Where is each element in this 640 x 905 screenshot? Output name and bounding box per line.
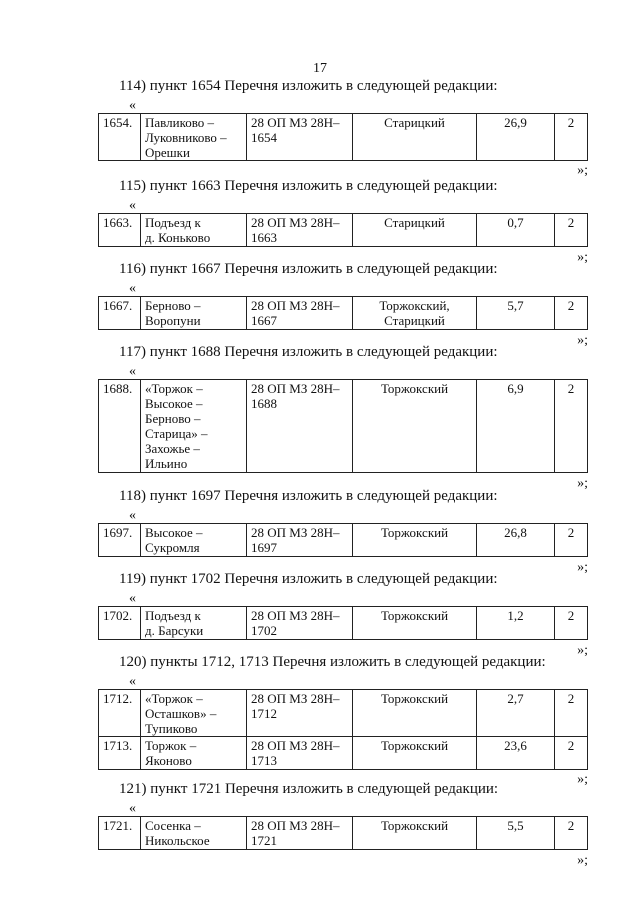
- opening-quote: «: [129, 98, 136, 113]
- closing-quote: »;: [577, 476, 588, 491]
- road-id-line: 1712: [251, 706, 277, 721]
- row-number-cell: 1712.: [99, 690, 141, 737]
- region-line: Торжокский: [380, 381, 449, 396]
- region-line: Торжокский: [380, 818, 449, 833]
- opening-quote: «: [129, 508, 136, 523]
- category-cell: 2: [555, 690, 588, 737]
- road-name-line: Старица» –: [145, 426, 208, 441]
- road-name-cell: [141, 737, 247, 770]
- road-name-line: Тупиково: [145, 721, 198, 736]
- table-row: [99, 380, 588, 473]
- length-cell: 5,7: [477, 297, 555, 330]
- road-id-line: 28 ОП МЗ 28Н–: [251, 381, 340, 396]
- region-cell: [353, 214, 477, 247]
- closing-quote: »;: [577, 250, 588, 265]
- row-number-cell: 1697.: [99, 524, 141, 557]
- road-table: [98, 213, 588, 247]
- category-cell: 2: [555, 214, 588, 247]
- row-number-cell: 1702.: [99, 607, 141, 640]
- length-cell: 5,5: [477, 817, 555, 850]
- closing-quote: »;: [577, 163, 588, 178]
- road-name-line: Высокое –: [145, 525, 203, 540]
- opening-quote: «: [129, 674, 136, 689]
- road-table: [98, 523, 588, 557]
- road-id-cell: [247, 737, 353, 770]
- road-name-line: Сосенка –: [145, 818, 201, 833]
- region-line: Старицкий: [384, 313, 445, 328]
- road-name-line: Ильино: [145, 456, 188, 471]
- road-id-line: 1654: [251, 130, 277, 145]
- region-cell: [353, 607, 477, 640]
- road-name-cell: [141, 607, 247, 640]
- road-id-cell: [247, 214, 353, 247]
- road-id-line: 1688: [251, 396, 277, 411]
- opening-quote: «: [129, 591, 136, 606]
- category-cell: 2: [555, 817, 588, 850]
- road-id-line: 28 ОП МЗ 28Н–: [251, 818, 340, 833]
- row-number-cell: 1721.: [99, 817, 141, 850]
- road-id-cell: [247, 607, 353, 640]
- road-name-line: Яконово: [145, 753, 192, 768]
- table-row: [99, 297, 588, 330]
- road-name-line: Осташков» –: [145, 706, 217, 721]
- road-table: [98, 296, 588, 330]
- road-id-line: 1663: [251, 230, 277, 245]
- category-cell: 2: [555, 607, 588, 640]
- road-id-line: 28 ОП МЗ 28Н–: [251, 115, 340, 130]
- road-name-line: д. Барсуки: [145, 623, 204, 638]
- road-id-cell: [247, 297, 353, 330]
- road-id-cell: [247, 817, 353, 850]
- road-id-cell: [247, 524, 353, 557]
- region-cell: [353, 690, 477, 737]
- amendment-heading: 120) пункты 1712, 1713 Перечня изложить в следующей редакции:: [119, 654, 546, 670]
- road-id-line: 1713: [251, 753, 277, 768]
- road-name-line: Захожье –: [145, 441, 200, 456]
- opening-quote: «: [129, 801, 136, 816]
- region-cell: [353, 114, 477, 161]
- road-name-line: Сукромля: [145, 540, 200, 555]
- road-name-line: Высокое –: [145, 396, 203, 411]
- table-row: [99, 737, 588, 770]
- road-table: [98, 379, 588, 473]
- road-name-cell: [141, 817, 247, 850]
- table-row: [99, 214, 588, 247]
- road-name-line: Воропуни: [145, 313, 201, 328]
- row-number-cell: 1654.: [99, 114, 141, 161]
- table-row: [99, 607, 588, 640]
- road-name-line: Торжок –: [145, 738, 197, 753]
- closing-quote: »;: [577, 643, 588, 658]
- road-id-line: 28 ОП МЗ 28Н–: [251, 215, 340, 230]
- road-name-line: Подъезд к: [145, 215, 201, 230]
- road-id-line: 1702: [251, 623, 277, 638]
- opening-quote: «: [129, 281, 136, 296]
- road-name-line: Берново –: [145, 298, 201, 313]
- road-table: [98, 606, 588, 640]
- amendment-heading: 117) пункт 1688 Перечня изложить в следующей редакции:: [119, 344, 498, 360]
- amendment-heading: 118) пункт 1697 Перечня изложить в следующей редакции:: [119, 488, 498, 504]
- road-id-line: 28 ОП МЗ 28Н–: [251, 608, 340, 623]
- road-name-line: Орешки: [145, 145, 190, 160]
- road-table: [98, 689, 588, 770]
- closing-quote: »;: [577, 560, 588, 575]
- road-table: [98, 113, 588, 161]
- row-number-cell: 1713.: [99, 737, 141, 770]
- table-row: [99, 817, 588, 850]
- length-cell: 26,8: [477, 524, 555, 557]
- row-number-cell: 1667.: [99, 297, 141, 330]
- closing-quote: »;: [577, 333, 588, 348]
- road-name-line: Павликово –: [145, 115, 215, 130]
- region-line: Торжокский: [380, 691, 449, 706]
- road-name-cell: [141, 114, 247, 161]
- road-name-line: «Торжок –: [145, 381, 203, 396]
- road-name-line: Луковниково –: [145, 130, 227, 145]
- opening-quote: «: [129, 364, 136, 379]
- region-line: Торжокский: [380, 608, 449, 623]
- table-row: [99, 114, 588, 161]
- amendment-heading: 121) пункт 1721 Перечня изложить в следующей редакции:: [119, 781, 499, 797]
- category-cell: 2: [555, 114, 588, 161]
- road-name-cell: [141, 690, 247, 737]
- road-name-cell: [141, 524, 247, 557]
- length-cell: 1,2: [477, 607, 555, 640]
- length-cell: 0,7: [477, 214, 555, 247]
- length-cell: 23,6: [477, 737, 555, 770]
- road-name-cell: [141, 297, 247, 330]
- region-cell: [353, 737, 477, 770]
- category-cell: 2: [555, 380, 588, 473]
- row-number-cell: 1688.: [99, 380, 141, 473]
- amendment-heading: 119) пункт 1702 Перечня изложить в следующей редакции:: [119, 571, 498, 587]
- road-name-cell: [141, 380, 247, 473]
- road-id-cell: [247, 114, 353, 161]
- length-cell: 6,9: [477, 380, 555, 473]
- road-name-cell: [141, 214, 247, 247]
- category-cell: 2: [555, 737, 588, 770]
- region-cell: [353, 524, 477, 557]
- road-id-cell: [247, 380, 353, 473]
- region-line: Торжокский,: [379, 298, 450, 313]
- road-table: [98, 816, 588, 850]
- road-name-line: Подъезд к: [145, 608, 201, 623]
- category-cell: 2: [555, 524, 588, 557]
- road-id-line: 1667: [251, 313, 277, 328]
- table-row: [99, 524, 588, 557]
- length-cell: 26,9: [477, 114, 555, 161]
- road-name-line: д. Коньково: [145, 230, 211, 245]
- category-cell: 2: [555, 297, 588, 330]
- region-cell: [353, 297, 477, 330]
- road-id-line: 1697: [251, 540, 277, 555]
- road-id-line: 1721: [251, 833, 277, 848]
- closing-quote: »;: [577, 772, 588, 787]
- region-cell: [353, 380, 477, 473]
- closing-quote: »;: [577, 853, 588, 868]
- region-line: Торжокский: [380, 738, 449, 753]
- road-id-cell: [247, 690, 353, 737]
- table-row: [99, 690, 588, 737]
- road-id-line: 28 ОП МЗ 28Н–: [251, 525, 340, 540]
- row-number-cell: 1663.: [99, 214, 141, 247]
- page-number: 17: [313, 61, 327, 76]
- length-cell: 2,7: [477, 690, 555, 737]
- road-id-line: 28 ОП МЗ 28Н–: [251, 738, 340, 753]
- amendment-heading: 114) пункт 1654 Перечня изложить в следующей редакции:: [119, 78, 498, 94]
- amendment-heading: 115) пункт 1663 Перечня изложить в следующей редакции:: [119, 178, 498, 194]
- amendment-heading: 116) пункт 1667 Перечня изложить в следующей редакции:: [119, 261, 498, 277]
- region-line: Старицкий: [384, 215, 445, 230]
- road-name-line: Берново –: [145, 411, 201, 426]
- region-line: Старицкий: [384, 115, 445, 130]
- road-id-line: 28 ОП МЗ 28Н–: [251, 298, 340, 313]
- region-cell: [353, 817, 477, 850]
- road-name-line: «Торжок –: [145, 691, 203, 706]
- road-name-line: Никольское: [145, 833, 210, 848]
- region-line: Торжокский: [380, 525, 449, 540]
- road-id-line: 28 ОП МЗ 28Н–: [251, 691, 340, 706]
- opening-quote: «: [129, 198, 136, 213]
